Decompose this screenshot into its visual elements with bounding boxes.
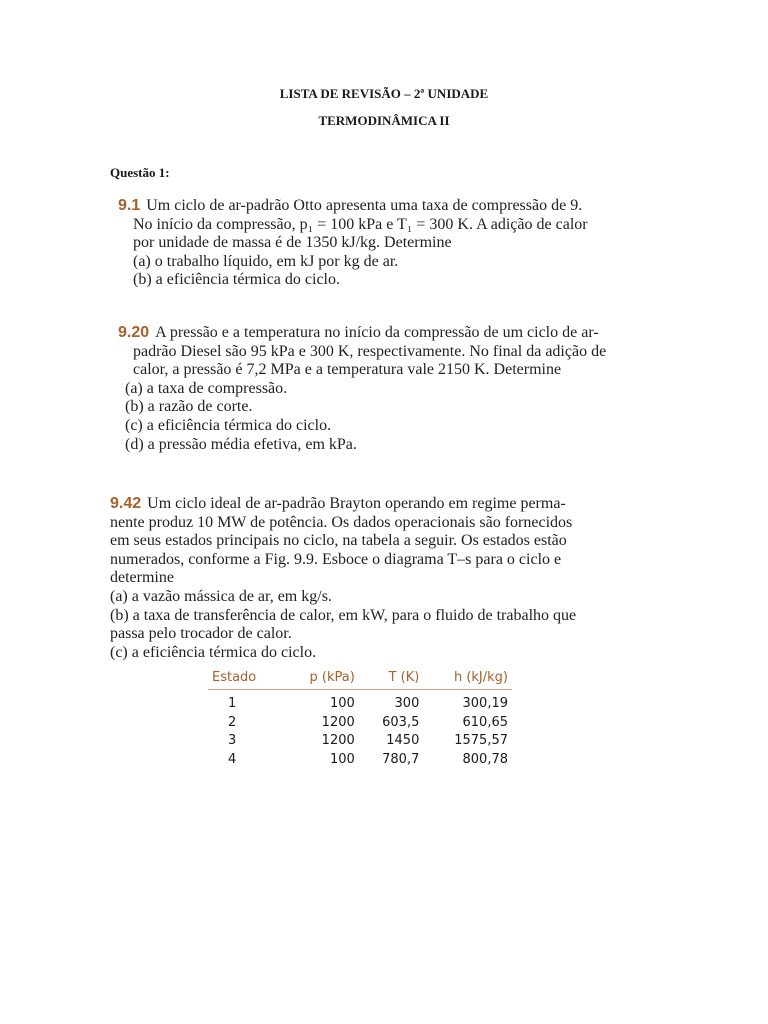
problem-line: (b) a razão de corte. [125,398,253,416]
problem-line [118,324,606,343]
problem-line [118,197,588,216]
table-cell: 610,65 [462,714,508,730]
question-label: Questão 1: [110,165,170,180]
table-cell: 780,7 [382,751,420,767]
problem-9-1 [118,197,588,290]
table-cell: 800,78 [462,751,508,767]
problem-line: padrão Diesel são 95 kPa e 300 K, respectivamente. No final da adição de [133,342,607,360]
table-cell: 300 [394,696,420,711]
problem-line: (b) a eficiência térmica do ciclo. [133,271,340,289]
table-cell: 1200 [321,714,355,730]
problem-line: No início da compressão, p₁ = 100 kPa e T₁ = 300 K. A adição de calor [133,215,588,233]
problem-line: (a) a vazão mássica de ar, em kg/s. [110,587,332,605]
table-cell: 100 [329,696,355,711]
problem-9-42 [110,495,576,662]
table-cell: 1450 [386,733,420,748]
problem-text: Um ciclo de ar-padrão Otto apresenta uma taxa de compressão de 9. [146,197,583,214]
problem-line: (b) a taxa de transferência de calor, em kW, para o fluido de trabalho que [110,606,577,624]
problem-number: 9.1 [118,197,141,214]
table-cell: 3 [228,733,237,748]
table-header-pressure: p (kPa) [283,668,359,690]
problem-line: (c) a eficiência térmica do ciclo. [110,643,317,661]
problem-line: (d) a pressão média efetiva, em kPa. [125,435,357,453]
table-cell: 300,19 [462,696,508,711]
table-cell: 603,5 [382,714,420,730]
problem-text: Um ciclo ideal de ar-padrão Brayton operando em regime perma- [147,495,566,512]
table-cell: 1575,57 [454,733,508,748]
problem-line: determine [110,569,174,587]
table-cell: 4 [228,751,237,767]
table-row [208,750,512,769]
problem-line: calor, a pressão é 7,2 MPa e a temperatura vale 2150 K. Determine [133,361,562,379]
document-subtitle: TERMODINÂMICA II [318,113,450,128]
problem-line: numerados, conforme a Fig. 9.9. Esboce o diagrama T–s para o ciclo e [110,550,562,568]
problem-number: 9.42 [110,495,142,512]
document-title: LISTA DE REVISÃO – 2ª UNIDADE [279,86,489,101]
problem-line: (c) a eficiência térmica do ciclo. [125,416,332,434]
table-header-row [208,668,512,690]
table-cell: 2 [228,714,237,730]
problem-text: A pressão e a temperatura no início da compressão de um ciclo de ar- [155,324,599,341]
problem-line [110,495,576,514]
state-table-grid [208,668,512,768]
problem-9-20 [118,324,606,454]
state-table [208,668,512,768]
problem-line: por unidade de massa é de 1350 kJ/kg. Determine [133,234,452,252]
table-cell: 100 [329,751,355,767]
table-header-temperature: T (K) [359,668,424,690]
problem-line: (a) a taxa de compressão. [125,379,288,397]
table-header-estado: Estado [208,668,283,690]
table-row [208,731,512,750]
table-header-enthalpy: h (kJ/kg) [423,668,512,690]
table-row [208,690,512,713]
table-row [208,713,512,732]
problem-line: em seus estados principais no ciclo, na tabela a seguir. Os estados estão [110,532,567,550]
table-cell: 1200 [321,733,355,748]
table-cell: 1 [228,696,237,711]
problem-number: 9.20 [118,324,150,341]
problem-line: (a) o trabalho líquido, em kJ por kg de ar. [133,252,399,270]
problem-line: passa pelo trocador de calor. [110,625,292,643]
problem-line: nente produz 10 MW de potência. Os dados operacionais são fornecidos [110,513,573,531]
